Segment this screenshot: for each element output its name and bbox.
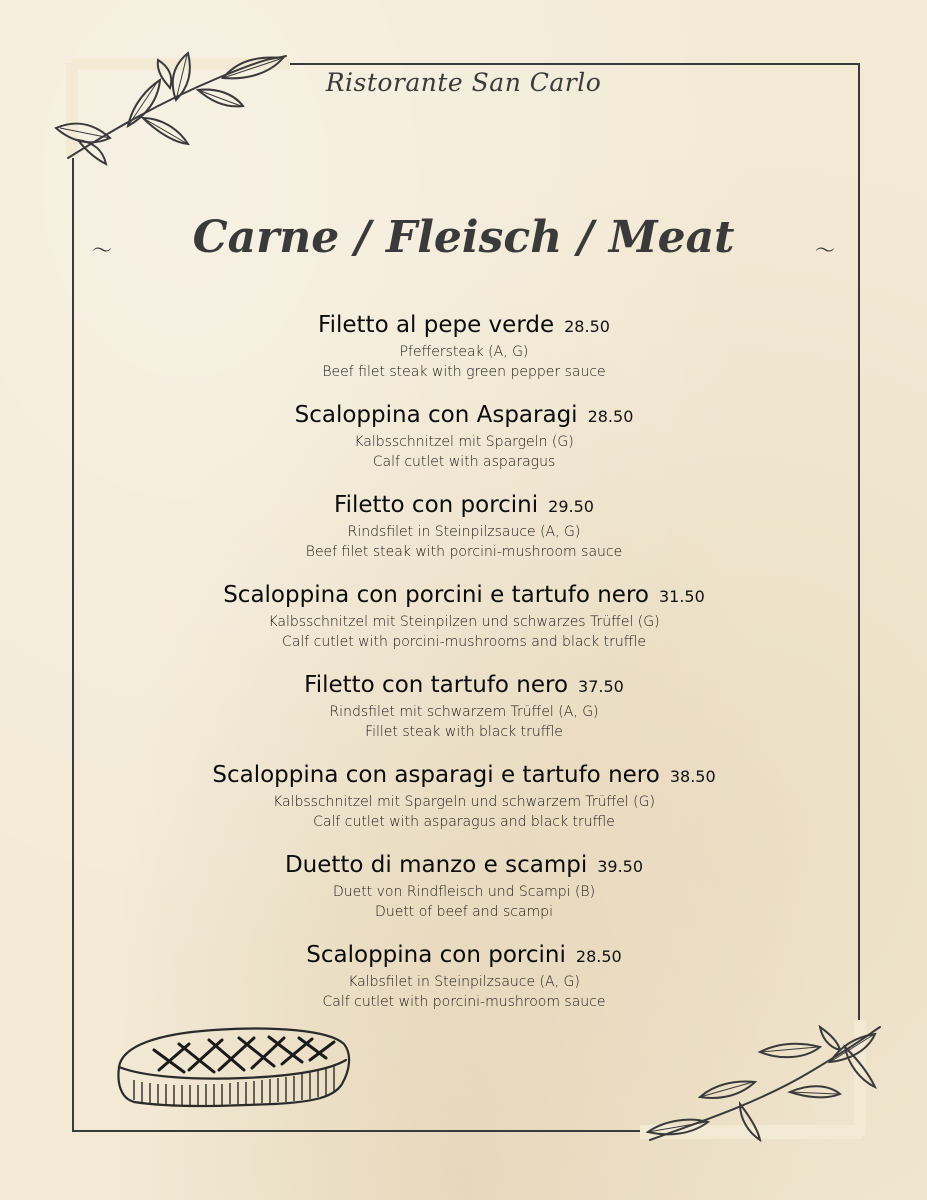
menu-item-header — [72, 310, 856, 342]
dish-name: Scaloppina con porcini — [306, 942, 566, 968]
dish-price: 39.50 — [597, 857, 644, 876]
dish-price: 38.50 — [669, 767, 716, 786]
dish-description-english: Calf cutlet with porcini-mushrooms and black truffle — [282, 634, 646, 650]
steak-icon — [114, 1022, 354, 1114]
dish-name: Duetto di manzo e scampi — [284, 852, 588, 878]
menu-item-header — [72, 400, 856, 432]
dish-name: Filetto con tartufo nero — [304, 672, 569, 698]
dish-name: Scaloppina con porcini e tartufo nero — [223, 582, 649, 608]
dish-description-german: Pfeffersteak (A, G) — [399, 344, 529, 360]
flourish-icon: 〜 — [92, 238, 112, 262]
dish-description-english: Beef filet steak with green pepper sauce — [322, 364, 606, 380]
menu-item — [72, 490, 856, 562]
dish-description-english: Duett of beef and scampi — [375, 904, 553, 920]
menu-item — [72, 310, 856, 382]
menu-item-header — [72, 940, 856, 972]
menu-item — [72, 760, 856, 832]
page-title: Carne / Fleisch / Meat — [192, 212, 735, 263]
menu-list — [72, 310, 856, 1030]
leaf-branch-icon — [48, 48, 293, 173]
dish-description-german: Duett von Rindfleisch und Scampi (B) — [332, 884, 596, 900]
dish-description-german: Kalbsschnitzel mit Steinpilzen und schwarzes Trüffel (G) — [268, 614, 660, 630]
menu-item-header — [72, 760, 856, 792]
dish-description-german: Rindsfilet mit schwarzem Trüffel (A, G) — [329, 704, 599, 720]
dish-name: Scaloppina con Asparagi — [294, 402, 578, 428]
dish-price: 37.50 — [578, 677, 624, 696]
restaurant-name: Ristorante San Carlo — [325, 68, 602, 97]
dish-price: 29.50 — [548, 497, 594, 516]
dish-price: 28.50 — [575, 947, 622, 966]
dish-price: 28.50 — [587, 407, 634, 426]
dish-description-german: Rindsfilet in Steinpilzsauce (A, G) — [347, 524, 581, 540]
dish-description-english: Calf cutlet with asparagus and black truffle — [313, 814, 615, 830]
dish-description-english: Beef filet steak with porcini-mushroom sauce — [305, 544, 623, 560]
dish-price: 28.50 — [564, 317, 610, 336]
flourish-icon: 〜 — [815, 238, 835, 262]
dish-name: Filetto con porcini — [334, 492, 539, 518]
menu-item-header — [72, 580, 856, 612]
dish-price: 31.50 — [658, 587, 705, 606]
menu-item — [72, 940, 856, 1012]
menu-item-header — [72, 490, 856, 522]
menu-item-header — [72, 850, 856, 882]
menu-item — [72, 850, 856, 922]
menu-item — [72, 670, 856, 742]
dish-name: Scaloppina con asparagi e tartufo nero — [212, 762, 660, 788]
dish-description-english: Calf cutlet with asparagus — [372, 454, 556, 470]
menu-item — [72, 400, 856, 472]
menu-item — [72, 580, 856, 652]
dish-name: Filetto al pepe verde — [318, 312, 555, 338]
dish-description-english: Fillet steak with black truffle — [365, 724, 563, 740]
leaf-branch-icon — [640, 1022, 890, 1147]
dish-description-german: Kalbsfilet in Steinpilzsauce (A, G) — [348, 974, 580, 990]
dish-description-german: Kalbsschnitzel mit Spargeln (G) — [354, 434, 574, 450]
dish-description-english: Calf cutlet with porcini-mushroom sauce — [322, 994, 606, 1010]
menu-item-header — [72, 670, 856, 702]
dish-description-german: Kalbsschnitzel mit Spargeln und schwarzem Trüffel (G) — [273, 794, 655, 810]
